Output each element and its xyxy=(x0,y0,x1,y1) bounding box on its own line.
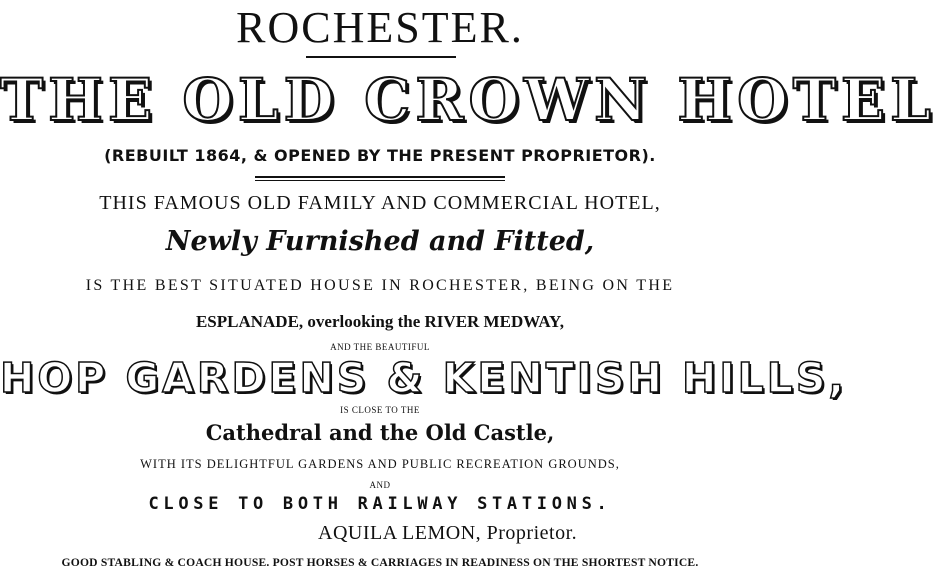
double-rule-lower xyxy=(255,180,505,181)
esplanade-line: ESPLANADE, overlooking the RIVER MEDWAY, xyxy=(195,312,565,331)
stabling-line: GOOD STABLING & COACH HOUSE. POST HORSES & CARRIAGES IN READINESS ON THE SHORTEST NOTICE. xyxy=(61,556,699,569)
and-line: AND xyxy=(369,480,391,490)
proprietor-line: AQUILA LEMON, Proprietor. xyxy=(318,522,578,544)
close-to-line: IS CLOSE TO THE xyxy=(340,405,420,415)
furnished-line: Newly Furnished and Fitted, xyxy=(165,226,595,257)
stations-line: CLOSE TO BOTH RAILWAY STATIONS. xyxy=(148,494,612,514)
gardens-line: WITH ITS DELIGHTFUL GARDENS AND PUBLIC RECREATION GROUNDS, xyxy=(140,457,620,471)
description-line: THIS FAMOUS OLD FAMILY AND COMMERCIAL HOTEL, xyxy=(99,192,661,214)
cathedral-line: Cathedral and the Old Castle, xyxy=(205,420,555,445)
town-heading: ROCHESTER. xyxy=(236,3,524,52)
double-rule-upper xyxy=(255,176,505,178)
top-rule xyxy=(306,56,456,58)
and-beautiful-line: AND THE BEAUTIFUL xyxy=(330,342,430,352)
hop-gardens-heading: HOP GARDENS & KENTISH HILLS, xyxy=(0,354,847,402)
situation-line: IS THE BEST SITUATED HOUSE IN ROCHESTER, BEING ON THE xyxy=(85,277,675,294)
hotel-name-heading: THE OLD CROWN HOTEL xyxy=(0,66,936,134)
rebuilt-note: (REBUILT 1864, & OPENED BY THE PRESENT PROPRIETOR). xyxy=(104,146,656,165)
